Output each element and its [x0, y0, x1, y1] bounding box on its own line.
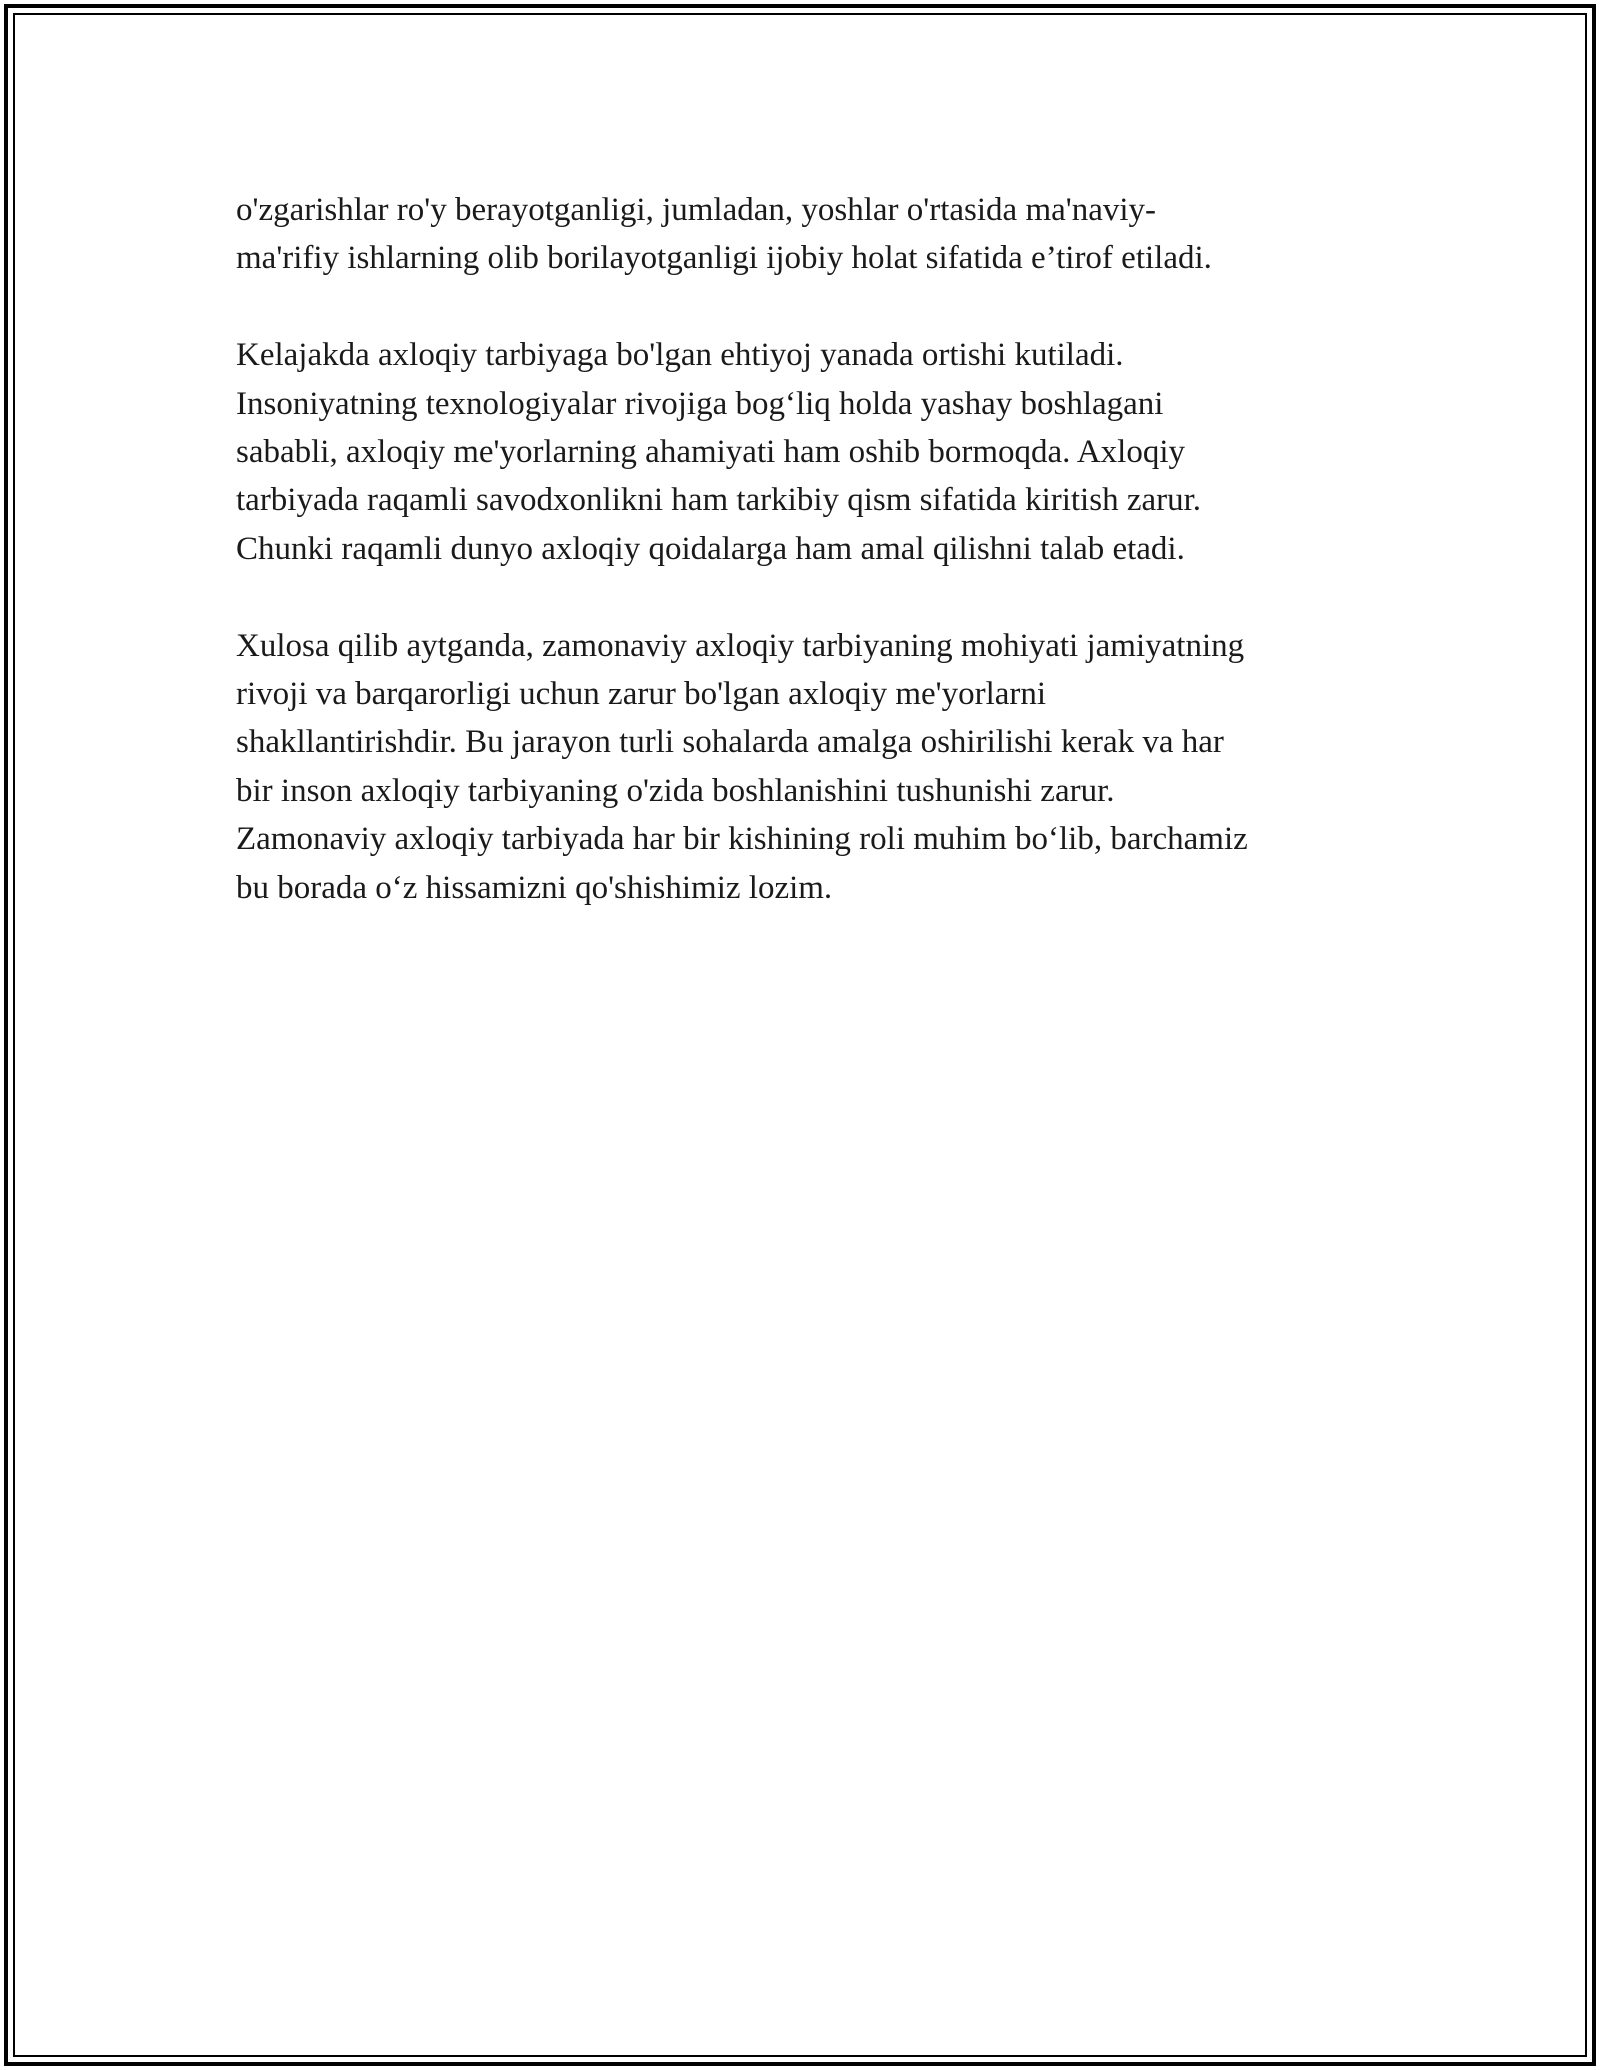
paragraph-3 [236, 622, 1396, 912]
document-body [236, 186, 1396, 960]
text-line: Kelajakda axloqiy tarbiyaga bo'lgan ehtiyoj yanada ortishi kutiladi. [236, 337, 1124, 374]
text-line: o'zgarishlar ro'y berayotganligi, jumladan, yoshlar o'rtasida ma'naviy- [236, 192, 1157, 228]
text-line: shakllantirishdir. Bu jarayon turli sohalarda amalga oshirilishi kerak va har [236, 724, 1224, 761]
text-line: bir inson axloqiy tarbiyaning o'zida boshlanishini tushunishi zarur. [236, 772, 1115, 809]
paragraph-2 [236, 331, 1396, 573]
paragraph-1 [236, 186, 1396, 283]
text-line: bu borada o‘z hissamizni qo'shishimiz lozim. [236, 869, 833, 906]
text-line: rivoji va barqarorligi uchun zarur bo'lgan axloqiy me'yorlarni [236, 676, 1047, 713]
text-line: Chunki raqamli dunyo axloqiy qoidalarga ham amal qilishni talab etadi. [236, 530, 1185, 567]
text-line: Insoniyatning texnologiyalar rivojiga bog‘liq holda yashay boshlagani [236, 385, 1164, 422]
text-line: sababli, axloqiy me'yorlarning ahamiyati ham oshib bormoqda. Axloqiy [236, 434, 1186, 471]
text-line: ma'rifiy ishlarning olib borilayotganligi ijobiy holat sifatida e’tirof etiladi. [236, 240, 1212, 277]
text-line: Xulosa qilib aytganda, zamonaviy axloqiy tarbiyaning mohiyati jamiyatning [236, 627, 1245, 664]
text-line: tarbiyada raqamli savodxonlikni ham tarkibiy qism sifatida kiritish zarur. [236, 482, 1202, 519]
text-line: Zamonaviy axloqiy tarbiyada har bir kishining roli muhim bo‘lib, barchamiz [236, 821, 1248, 858]
